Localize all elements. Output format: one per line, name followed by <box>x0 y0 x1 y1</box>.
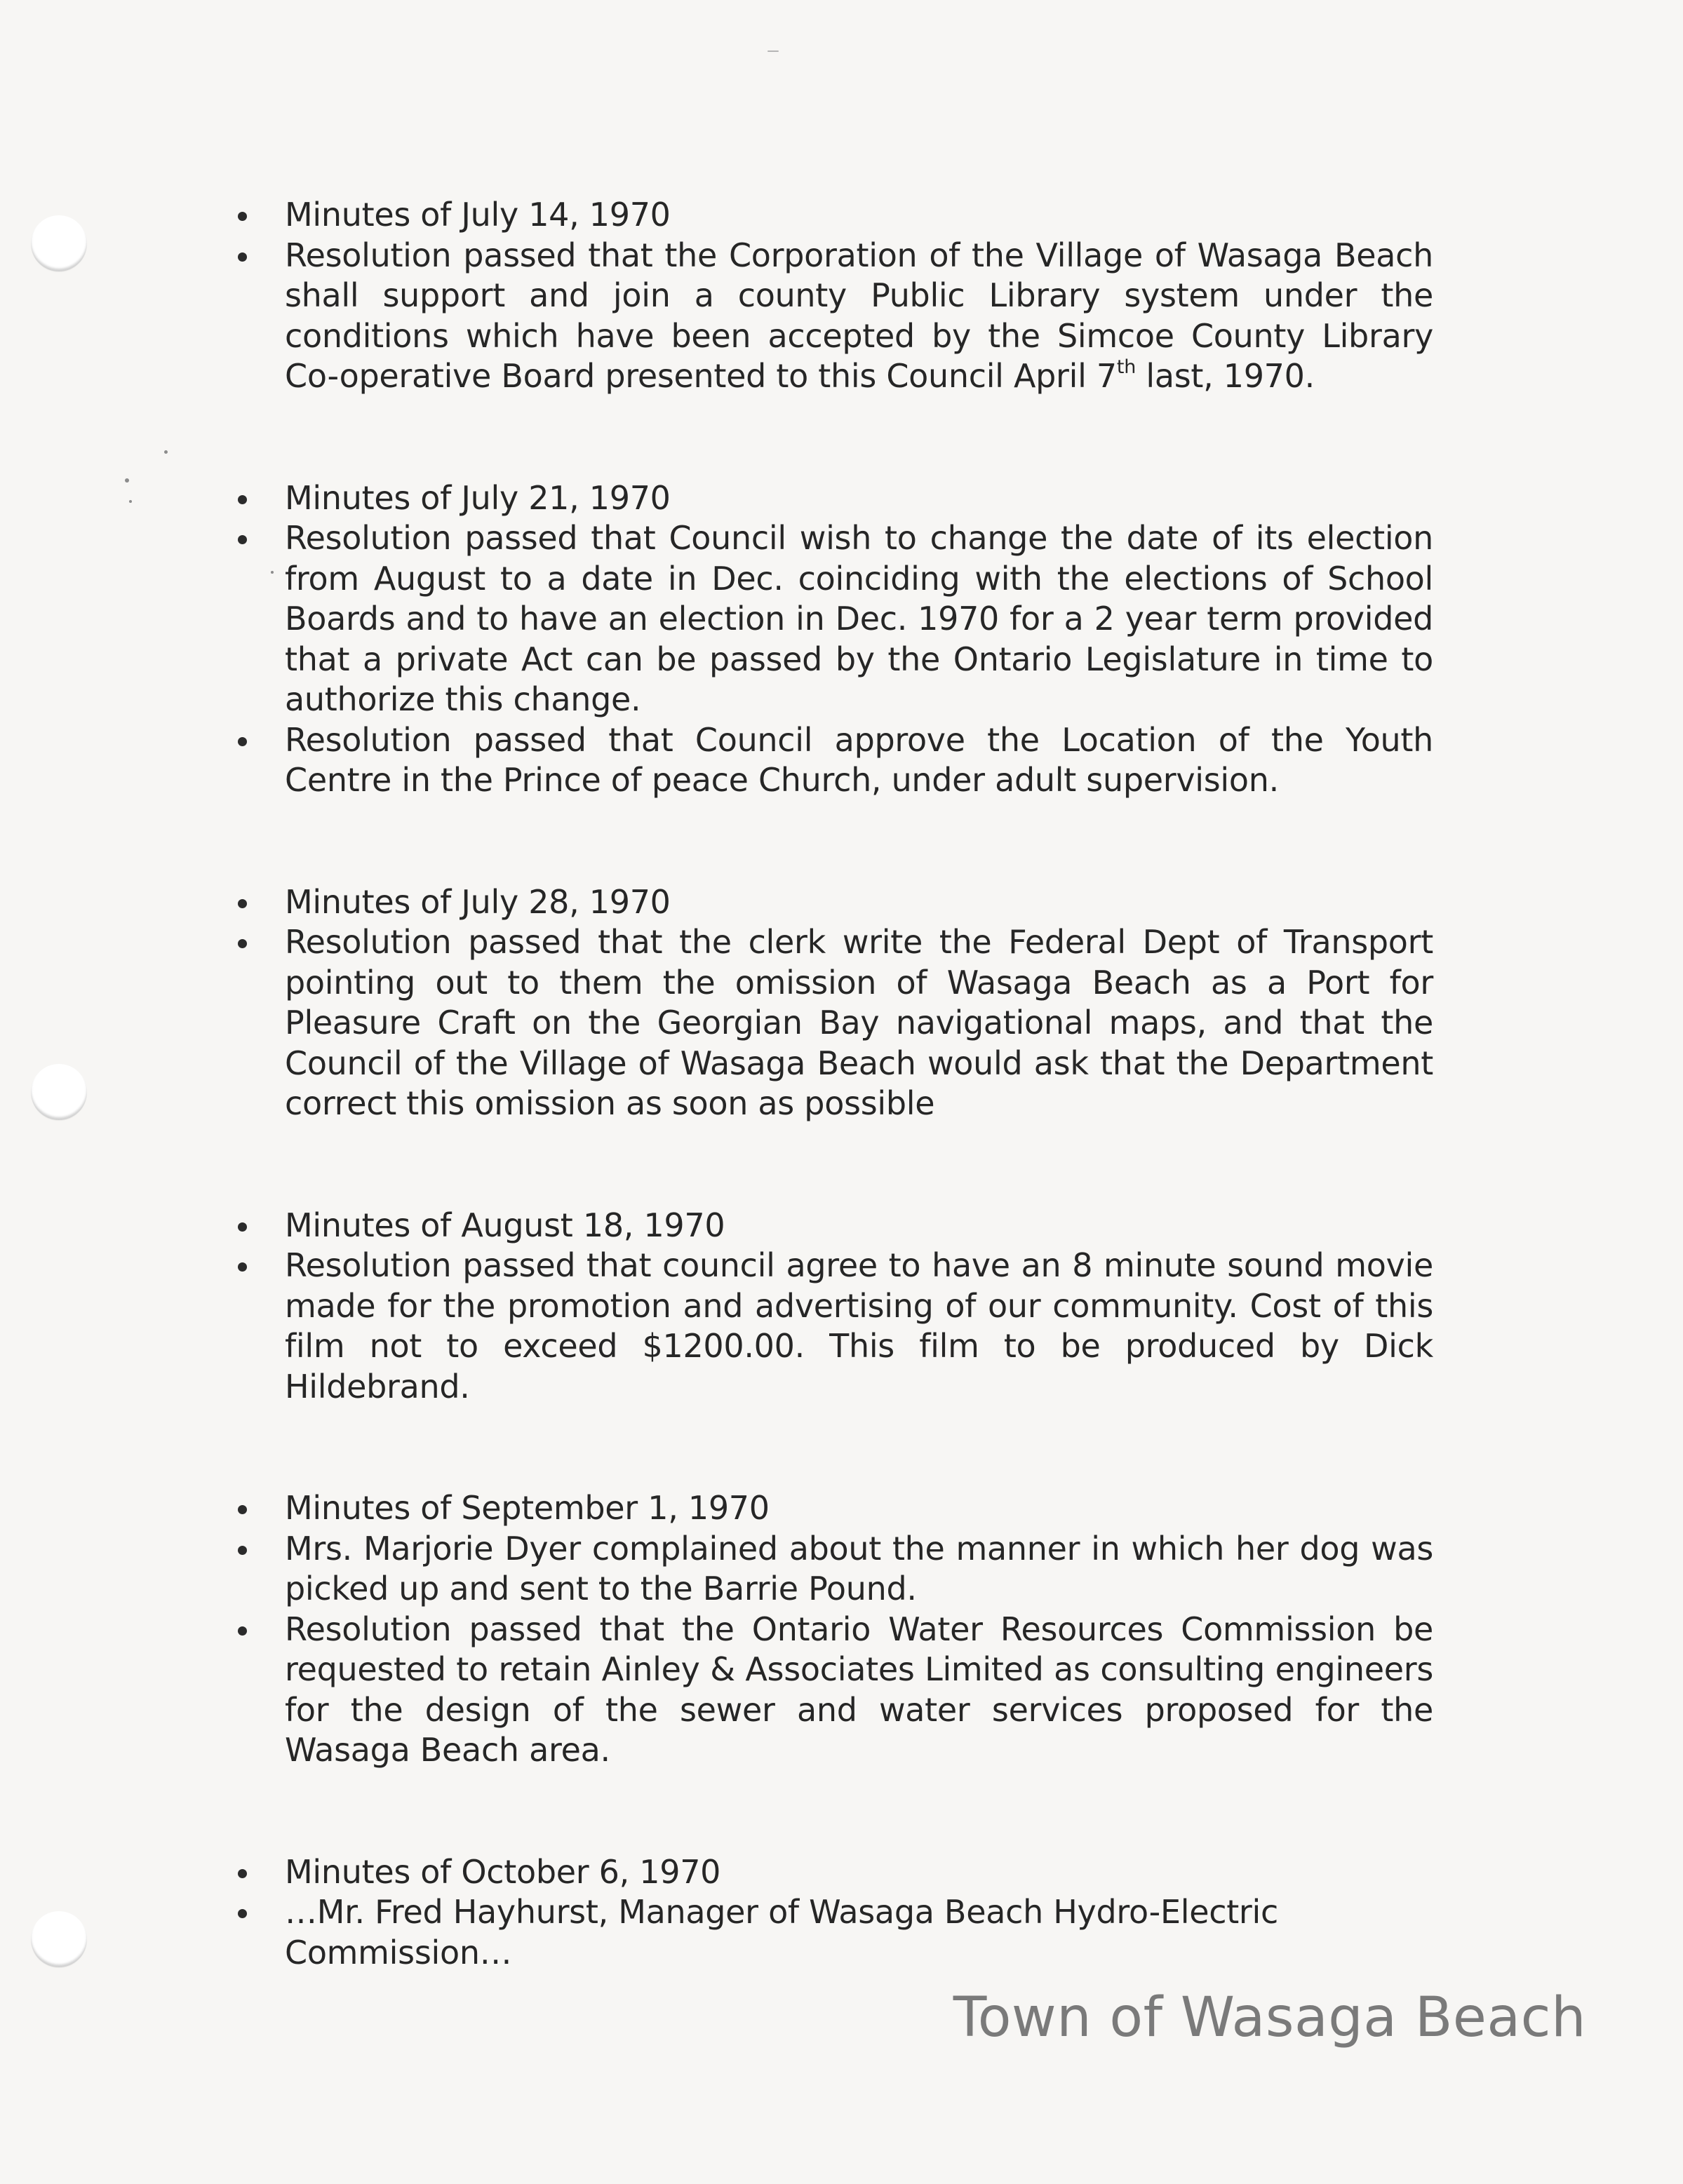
excerpt-item: …Mr. Fred Hayhurst, Manager of Wasaga Beach Hydro-Electric Commission… <box>232 1892 1433 1973</box>
punch-hole-top <box>31 215 87 271</box>
complaint-item: Mrs. Marjorie Dyer complained about the manner in which her dog was picked up and sent to the Barrie Pound. <box>232 1529 1433 1610</box>
minutes-heading: Minutes of July 21, 1970 <box>232 478 1433 519</box>
punch-hole-bottom <box>31 1911 87 1967</box>
section-august-18 <box>232 1206 1433 1408</box>
resolution-item <box>232 236 1433 397</box>
resolution-item: Resolution passed that Council wish to change the date of its election from August to a date in Dec. coinciding with the elections of School Boards and to have an election in Dec. 1970 for a 2 year term provided that a private Act can be passed by the Ontario Legislature in time to authorize this change. <box>232 518 1433 720</box>
resolution-item: Resolution passed that the Ontario Water Resources Commission be requested to retain Ainley & Associates Limited as consulting engineers for the design of the sewer and water services proposed for the Wasaga Beach area. <box>232 1610 1433 1771</box>
minutes-list <box>232 195 1433 1973</box>
scan-speck <box>164 450 168 454</box>
section-september-1 <box>232 1488 1433 1771</box>
resolution-item: Resolution passed that the clerk write the Federal Dept of Transport pointing out to them the omission of Wasaga Beach as a Port for Pleasure Craft on the Georgian Bay navigational maps, and that the Council of the Village of Wasaga Beach would ask that the Department correct this omission as soon as possible <box>232 922 1433 1124</box>
scan-speck <box>125 478 129 483</box>
watermark: Town of Wasaga Beach <box>953 1986 1586 2049</box>
minutes-heading: Minutes of July 14, 1970 <box>232 195 1433 236</box>
section-october-6 <box>232 1852 1433 1974</box>
minutes-heading: Minutes of September 1, 1970 <box>232 1488 1433 1529</box>
minutes-heading: Minutes of July 28, 1970 <box>232 882 1433 923</box>
resolution-item: Resolution passed that Council approve the Location of the Youth Centre in the Prince of peace Church, under adult supervision. <box>232 720 1433 801</box>
scan-speck <box>767 50 779 52</box>
section-july-28 <box>232 882 1433 1124</box>
resolution-item: Resolution passed that council agree to have an 8 minute sound movie made for the promotion and advertising of our community. Cost of this film not to exceed $1200.00. This film to be produced by Dick Hildebrand. <box>232 1246 1433 1407</box>
minutes-heading: Minutes of October 6, 1970 <box>232 1852 1433 1893</box>
section-july-21 <box>232 478 1433 801</box>
resolution-text-end: last, 1970. <box>1136 357 1315 395</box>
punch-hole-middle <box>31 1064 87 1120</box>
resolution-text: Resolution passed that the Corporation of the Village of Wasaga Beach shall support and join a county Public Library system under the conditions which have been accepted by the Simcoe County Library Co-operative Board presented to this Council April 7 <box>285 236 1433 395</box>
section-july-14 <box>232 195 1433 397</box>
ordinal-suffix: th <box>1116 356 1136 378</box>
scan-speck <box>129 500 132 503</box>
minutes-heading: Minutes of August 18, 1970 <box>232 1206 1433 1246</box>
